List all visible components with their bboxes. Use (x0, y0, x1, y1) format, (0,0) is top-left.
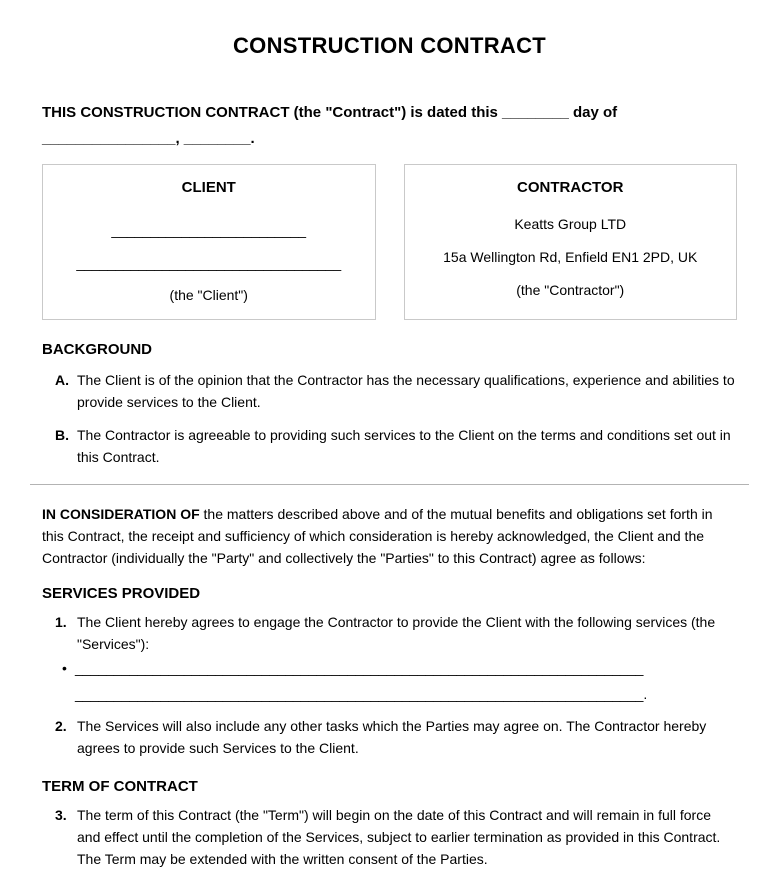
item-text: The Client is of the opinion that the Contractor has the necessary qualifications, experience and abilities to provide services to the Client. (77, 372, 735, 410)
client-heading: CLIENT (181, 179, 236, 196)
contractor-box (404, 164, 738, 320)
item-label: 3. (55, 807, 67, 823)
consideration-paragraph (42, 503, 737, 569)
background-heading: BACKGROUND (42, 341, 152, 358)
services-item-1 (42, 611, 737, 655)
background-item-a (42, 369, 737, 413)
parties-section (42, 164, 737, 320)
item-label: A. (55, 372, 69, 388)
client-address-blank-line: __________________________________ (76, 255, 342, 271)
client-caption: (the "Client") (169, 287, 248, 303)
bullet-line-2 (42, 683, 737, 705)
contractor-caption: (the "Contractor") (516, 282, 625, 298)
consideration-lead: IN CONSIDERATION OF (42, 506, 200, 522)
intro-paragraph: THIS CONSTRUCTION CONTRACT (the "Contract") is dated this ________ day of ________________, ________. (42, 104, 618, 147)
contractor-heading: CONTRACTOR (517, 179, 624, 196)
section-divider (30, 484, 749, 485)
client-box (42, 164, 376, 320)
services-item-2 (42, 715, 737, 759)
contractor-name: Keatts Group LTD (514, 216, 627, 232)
item-text: The Services will also include any other tasks which the Parties may agree on. The Contractor hereby agrees to provide such Services to the Client. (77, 718, 707, 756)
document-title: CONSTRUCTION CONTRACT (232, 33, 547, 58)
bullet-icon: • (62, 660, 67, 676)
background-item-b (42, 424, 737, 468)
item-label: 2. (55, 718, 67, 734)
bullet-line-1 (42, 657, 737, 679)
item-text: The term of this Contract (the "Term") will begin on the date of this Contract and will remain in full force and effect until the completion of the Services, subject to earlier termination as provided in this Contract. The Term may be extended with the written consent of the Parties. (77, 807, 721, 867)
consideration-text: the matters described above and of the mutual benefits and obligations set forth in this Contract, the receipt and sufficiency of which consideration is hereby acknowledged, the Client and the Contractor (individually the "Party" and collectively the "Parties" to this Contract) agree as follows: (42, 506, 713, 566)
item-text: The Contractor is agreeable to providing such services to the Client on the terms and conditions set out in this Contract. (77, 427, 731, 465)
contractor-address: 15a Wellington Rd, Enfield EN1 2PD, UK (443, 249, 698, 265)
service-blank-line: _________________________________________________________________________ (75, 660, 644, 676)
services-bullet-blank-lines (42, 657, 737, 705)
item-label: 1. (55, 614, 67, 630)
term-heading: TERM OF CONTRACT (42, 778, 198, 795)
client-name-blank-line: _________________________ (111, 222, 307, 238)
item-label: B. (55, 427, 69, 443)
service-blank-line: _________________________________________________________________________. (75, 686, 648, 702)
services-heading: SERVICES PROVIDED (42, 585, 201, 602)
item-text: The Client hereby agrees to engage the Contractor to provide the Client with the following services (the "Services"): (77, 614, 716, 652)
term-item-3 (42, 804, 737, 870)
